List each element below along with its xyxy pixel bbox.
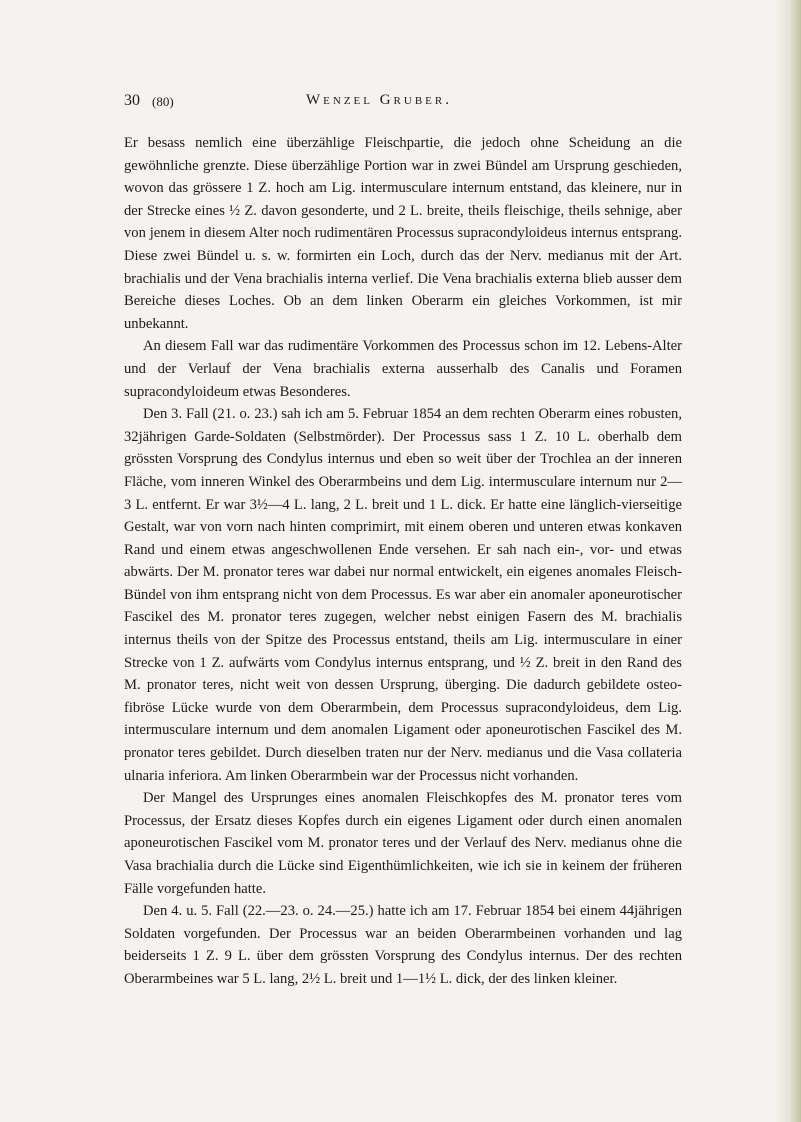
- page-number: 30: [124, 92, 140, 109]
- paragraph-4: Der Mangel des Ursprunges eines anomalen Fleischkopfes des M. pronator teres vom Processus, der Ersatz dieses Kopfes durch ein eigenes Ligament oder durch einen anomalen aponeurotischen Fascikel vom M. pronator teres und der Verlauf des Nerv. medianus ohne die Vasa brachialia durch die Lücke sind Eigenthümlichkeiten, wie ich sie in keinem der früheren Fälle vorgefunden hatte.: [124, 790, 682, 897]
- paragraph-2: An diesem Fall war das rudimentäre Vorkommen des Processus schon im 12. Lebens-Alter und der Verlauf der Vena brachialis externa ausserhalb des Canalis und Foramen supracondyloideum etwas Besonderes.: [124, 338, 682, 400]
- paragraph-1: Er besass nemlich eine überzählige Fleischpartie, die jedoch ohne Scheidung an die gewöhnliche grenzte. Diese überzählige Portion war in zwei Bündel am Ursprung geschieden, wovon das grössere 1 Z. hoch am Lig. intermusculare internum entstand, das kleinere, nur in der Strecke eines ½ Z. davon gesonderte, und 2 L. breite, theils fleischige, theils sehnige, aber von jenem in diesem Alter noch rudimentären Processus supracondyloideus internus entsprang. Diese zwei Bündel u. s. w. formirten ein Loch, durch das der Nerv. medianus mit der Art. brachialis und der Vena brachialis interna verlief. Die Vena brachialis externa blieb ausser dem Bereiche dieses Loches. Ob an dem linken Oberarm ein gleiches Vorkommen, ist mir unbekannt.: [124, 135, 682, 332]
- page-header: [124, 92, 684, 112]
- scan-edge-shadow: [775, 0, 801, 1122]
- paragraph-5: Den 4. u. 5. Fall (22.—23. o. 24.—25.) hatte ich am 17. Februar 1854 bei einem 44jährigen Soldaten vorgefunden. Der Processus war an beiden Oberarmbeinen vorhanden und lag beiderseits 1 Z. 9 L. über dem grössten Vorsprung des Condylus internus. Der des rechten Oberarmbeines war 5 L. lang, 2½ L. breit und 1—1½ L. dick, der des linken kleiner.: [124, 903, 682, 987]
- page-number-secondary: (80): [152, 94, 174, 109]
- body-text: [124, 132, 682, 991]
- paragraph-3: Den 3. Fall (21. o. 23.) sah ich am 5. Februar 1854 an dem rechten Oberarm eines robusten, 32jährigen Garde-Soldaten (Selbstmörder). Der Processus sass 1 Z. 10 L. oberhalb dem grössten Vorsprung des Condylus internus und eben so weit über der Trochlea an der inneren Fläche, vom inneren Winkel des Oberarmbeins und dem Lig. intermusculare internum nur 2—3 L. entfernt. Er war 3½—4 L. lang, 2 L. breit und 1 L. dick. Er hatte eine länglich-vierseitige Gestalt, war von vorn nach hinten comprimirt, mit einem oberen und unteren etwas konkaven Rand und einem etwas angeschwollenen Ende versehen. Er sah nach ein-, vor- und etwas abwärts. Der M. pronator teres war dabei nur normal entwickelt, ein eigenes anomales Fleisch-Bündel von ihm entsprang nicht von dem Processus. Es war aber ein anomaler aponeurotischer Fascikel des M. pronator teres zugegen, welcher nebst einigen Fasern des M. brachialis internus theils von der Spitze des Processus entstand, theils am Lig. intermusculare in einer Strecke von 1 Z. aufwärts vom Condylus internus entsprang, und ½ Z. breit in den Rand des M. pronator teres, nicht weit von dessen Ursprung, überging. Die dadurch gebildete osteo-fibröse Lücke wurde von dem Oberarmbein, dem Processus supracondyloideus, dem Lig. intermusculare internum und dem anomalen Ligament oder aponeurotischen Fascikel des M. pronator teres gebildet. Durch dieselben traten nur der Nerv. medianus und die Vasa collateria ulnaria inferiora. Am linken Oberarmbein war der Processus nicht vorhanden.: [124, 406, 682, 784]
- running-title: Wenzel Gruber.: [306, 92, 452, 108]
